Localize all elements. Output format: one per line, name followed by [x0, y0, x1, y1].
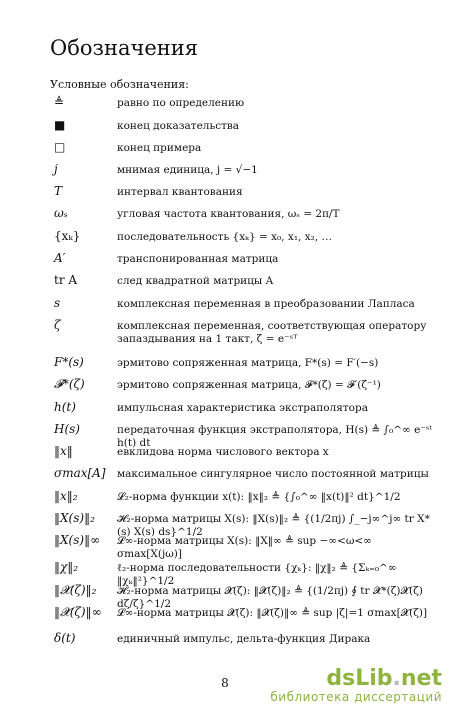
notation-description: интервал квантования [117, 186, 243, 198]
notation-description: единичный импульс, дельта-функция Дирака [117, 633, 371, 645]
notation-description: ℓ₂-норма последовательности {χₖ}: ‖χ‖₂ ≜ {Σₖ₌₀^∞ ‖χₖ‖²}^1/2 [117, 562, 397, 587]
notation-symbol: 𝓕*(ζ) [54, 377, 85, 391]
notation-description: равно по определению [117, 97, 245, 109]
notation-description: комплексная переменная в преобразовании Лапласа [117, 298, 415, 310]
notation-symbol: ≜ [54, 95, 65, 109]
notation-symbol: T [54, 184, 63, 198]
watermark-tagline: библиотека диссертаций [270, 690, 442, 704]
notation-symbol: σmax[A] [54, 466, 106, 480]
notation-description: конец доказательства [117, 120, 240, 132]
notation-description: 𝓛∞-норма матрицы 𝓧(ζ): ‖𝓧(ζ)‖∞ ≜ sup |ζ|=1 σmax[𝓧(ζ)] [117, 607, 428, 619]
notation-description: 𝓛∞-норма матрицы X(s): ‖X‖∞ ≜ sup −∞<ω<∞ σmax[X(jω)] [117, 535, 372, 560]
notation-symbol: s [54, 296, 61, 310]
notation-symbol: δ(t) [54, 631, 76, 645]
notation-symbol: {xₖ} [54, 229, 81, 243]
notation-description: евклидова норма числового вектора x [117, 446, 329, 458]
notation-symbol: ■ [54, 118, 66, 132]
notation-description: след квадратной матрицы A [117, 275, 274, 287]
notation-symbol: ζ [54, 318, 61, 332]
notation-description: максимальное сингулярное число постоянной матрицы [117, 468, 429, 480]
notation-symbol: j [54, 162, 58, 176]
page-number: 8 [221, 676, 229, 690]
section-subtitle: Условные обозначения: [50, 78, 189, 91]
notation-description: 𝓛₂-норма функции x(t): ‖x‖₂ ≜ {∫₀^∞ ‖x(t)‖² dt}^1/2 [117, 491, 401, 503]
notation-symbol: h(t) [54, 400, 76, 414]
watermark-logo: dsLib.net [326, 666, 442, 691]
notation-description: транспонированная матрица [117, 253, 279, 265]
notation-description: 𝓗₂-норма матрицы 𝓧(ζ): ‖𝓧(ζ)‖₂ ≜ {(1/2πj) ∮ tr 𝓧*(ζ)𝓧(ζ) dζ/ζ}^1/2 [117, 585, 423, 610]
notation-symbol: F*(s) [54, 355, 84, 369]
notation-description: передаточная функция экстраполятора, H(s) ≜ ∫₀^∞ e⁻ˢᵗ h(t) dt [117, 424, 433, 449]
notation-symbol: ‖𝓧(ζ)‖₂ [54, 583, 97, 597]
notation-symbol: ‖𝓧(ζ)‖∞ [54, 605, 102, 619]
notation-symbol: ‖x‖ [54, 444, 73, 458]
notation-description: конец примера [117, 142, 202, 154]
watermark [270, 668, 442, 704]
notation-symbol: ‖X(s)‖∞ [54, 533, 101, 547]
notation-symbol: ωₛ [54, 206, 68, 220]
notation-description: импульсная характеристика экстраполятора [117, 402, 368, 414]
notation-description: 𝓗₂-норма матрицы X(s): ‖X(s)‖₂ ≜ {(1/2πj) ∫_−j∞^j∞ tr X*(s) X(s) ds}^1/2 [117, 513, 430, 538]
notation-description: эрмитово сопряженная матрица, F*(s) = F′(−s) [117, 357, 379, 369]
page-title: Обозначения [50, 36, 199, 60]
notation-symbol: ‖χ‖₂ [54, 560, 79, 574]
notation-description: мнимая единица, j = √−1 [117, 164, 258, 176]
notation-description: комплексная переменная, соответствующая оператору запаздывания на 1 такт, ζ = e⁻ˢᵀ [117, 320, 427, 345]
notation-description: эрмитово сопряженная матрица, 𝓕*(ζ) = 𝓕′(ζ⁻¹) [117, 379, 381, 391]
notation-symbol: ‖X(s)‖₂ [54, 511, 95, 525]
notation-symbol: H(s) [54, 422, 80, 436]
notation-description: угловая частота квантования, ωₛ = 2π/T [117, 208, 340, 220]
notation-symbol: □ [54, 140, 66, 154]
notation-symbol: tr A [54, 273, 78, 287]
notation-symbol: A′ [54, 251, 66, 265]
notation-description: последовательность {xₖ} = x₀, x₁, x₂, … [117, 231, 333, 243]
notation-symbol: ‖x‖₂ [54, 489, 78, 503]
